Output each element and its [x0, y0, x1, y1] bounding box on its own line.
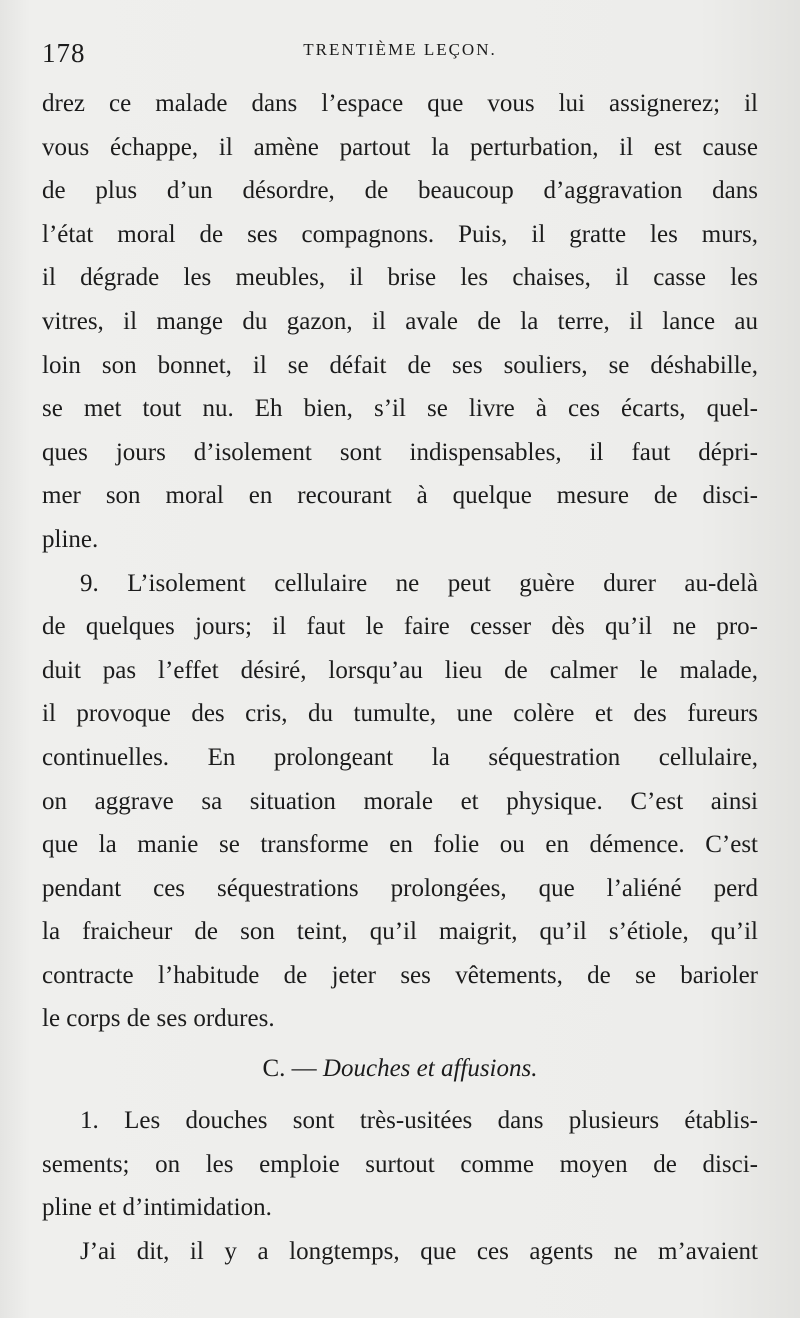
text-line: se met tout nu. Eh bien, s’il se livre à ces écarts, quel-: [42, 395, 758, 423]
text-line: il dégrade les meubles, il brise les chaises, il casse les: [42, 264, 758, 292]
text-line: l’état moral de ses compagnons. Puis, il gratte les murs,: [42, 220, 758, 248]
text-line: mer son moral en recourant à quelque mesure de disci-: [42, 482, 758, 510]
text-line: continuelles. En prolongeant la séquestration cellulaire,: [42, 743, 758, 771]
text-line: sements; on les emploie surtout comme moyen de disci-: [42, 1150, 758, 1178]
text-line: le corps de ses ordures.: [42, 1005, 275, 1033]
text-line: la fraicheur de son teint, qu’il maigrit, qu’il s’étiole, qu’il: [42, 918, 758, 946]
text-line: de quelques jours; il faut le faire cesser dès qu’il ne pro-: [42, 613, 758, 641]
text-line: contracte l’habitude de jeter ses vêtements, de se barioler: [42, 961, 758, 989]
text-line: loin son bonnet, il se défait de ses souliers, se déshabille,: [42, 351, 758, 379]
text-line: duit pas l’effet désiré, lorsqu’au lieu de calmer le malade,: [42, 656, 758, 684]
text-line: pendant ces séquestrations prolongées, que l’aliéné perd: [42, 874, 758, 902]
body-text: [42, 82, 758, 1273]
paragraph-9-line: 9. L’isolement cellulaire ne peut guère durer au-delà: [80, 569, 758, 597]
section-prefix: C. —: [262, 1055, 323, 1083]
text-line: drez ce malade dans l’espace que vous lui assignerez; il: [42, 90, 758, 117]
text-line: vous échappe, il amène partout la perturbation, il est cause: [42, 133, 758, 161]
text-line: il provoque des cris, du tumulte, une colère et des fureurs: [42, 700, 758, 728]
text-line: ques jours d’isolement sont indispensables, il faut dépri-: [42, 438, 758, 466]
text-line: de plus d’un désordre, de beaucoup d’aggravation dans: [42, 177, 758, 205]
text-line: que la manie se transforme en folie ou en démence. C’est: [42, 831, 758, 859]
running-head: TRENTIÈME LEÇON.: [303, 40, 497, 59]
section-heading: [42, 1041, 758, 1099]
paragraph-line: J’ai dit, il y a longtemps, que ces agents ne m’avaient: [80, 1237, 758, 1265]
page-header: [42, 38, 758, 72]
section-title: Douches et affusions.: [322, 1055, 538, 1083]
text-line: pline.: [42, 525, 99, 553]
text-line: pline et d’intimidation.: [42, 1194, 272, 1222]
text-line: on aggrave sa situation morale et physique. C’est ainsi: [42, 787, 758, 815]
paragraph-1-line: 1. Les douches sont très-usitées dans plusieurs établis-: [80, 1107, 758, 1135]
text-line: vitres, il mange du gazon, il avale de la terre, il lance au: [42, 307, 758, 335]
page-number: 178: [42, 38, 86, 68]
